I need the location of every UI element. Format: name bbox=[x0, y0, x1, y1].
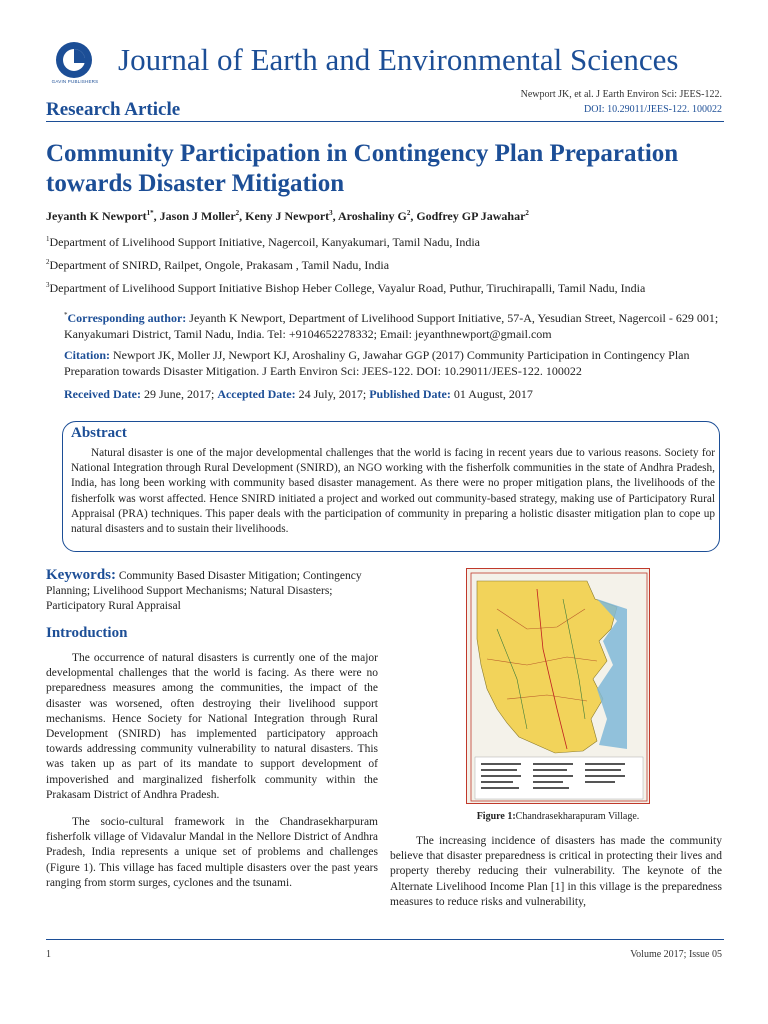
article-dates bbox=[64, 386, 724, 402]
affiliation-text: Department of SNIRD, Railpet, Ongole, Prakasam , Tamil Nadu, India bbox=[49, 258, 390, 272]
affiliation-marker: 2 bbox=[46, 258, 50, 266]
abstract-heading: Abstract bbox=[71, 425, 127, 441]
citation-label: Citation: bbox=[64, 348, 110, 362]
doi[interactable]: DOI: 10.29011/JEES-122. 100022 bbox=[584, 104, 722, 115]
accepted-label: Accepted Date: bbox=[217, 387, 296, 401]
affiliation-2 bbox=[46, 258, 389, 273]
keywords-text: Community Based Disaster Mitigation; Contingency Planning; Livelihood Support Mechanisms; Natural Disasters; Participatory Rural Appraisal bbox=[46, 570, 362, 612]
citation-text: Newport JK, Moller JJ, Newport KJ, Aroshaliny G, Jawahar GGP (2017) Community Participation in Contingency Plan Preparation towards Disaster Mitigation. J Earth Environ Sci: JEES-122. DOI: 10.29011/JEES-122. 100022 bbox=[64, 348, 690, 378]
author-affiliation-marker: 3 bbox=[329, 209, 333, 217]
introduction-paragraph-2: The socio-cultural framework in the Chandrasekharpuram fisherfolk village of Vidavalur Mandal in the Nellore District of Andhra Pradesh, India represents a unique set of problems and challenges (Figure 1). This village has faced multiple disasters over the past years ranging from storm surges, cyclones and the tsunami. bbox=[46, 816, 378, 889]
header-rule bbox=[46, 121, 724, 122]
received-label: Received Date: bbox=[64, 387, 141, 401]
figure-caption-text: Chandrasekharapuram Village. bbox=[515, 811, 640, 822]
keywords-label: Keywords: bbox=[46, 567, 116, 583]
author-affiliation-marker: 2 bbox=[235, 209, 240, 217]
keywords bbox=[46, 568, 378, 614]
figure-1-map bbox=[466, 568, 650, 804]
published-label: Published Date: bbox=[369, 387, 451, 401]
author-list: Jeyanth K Newport$^{1*}$, Jason J Moller$^2$, Keny J Newport$^3$, Aroshaliny $G^2$, Godfrey GP Jawahar$^2$ bbox=[46, 209, 529, 223]
author-affiliation-marker: 2 bbox=[406, 209, 411, 217]
affiliation-text: Department of Livelihood Support Initiative Bishop Heber College, Vayalur Road, Puthur, Tiruchirapalli, Tamil Nadu, India bbox=[49, 281, 646, 295]
received-date: 29 June, 2017; bbox=[143, 387, 215, 401]
abstract-text: Natural disaster is one of the major developmental challenges that the world is facing in recent years due to various reasons. Society for National Integration through Rural Development (SNIRD), an NGO working with the fisherfolk communities in the state of Andhra Pradesh, India, has long been working with community based disaster management. As there were no proper mitigation plans, the livelihoods of the fisherfolk was worst affected. Hence SNIRD initiated a project and worked out community-based strategy, making use of Participatory Rural Appraisal (PRA) techniques. This paper deals with the participation of community in preparing a holistic disaster mitigation plan to cope up natural disasters and to sustain their livelihoods. bbox=[71, 447, 715, 536]
affiliation-marker: 3 bbox=[46, 281, 50, 289]
author-affiliation-marker: 2 bbox=[525, 209, 529, 217]
affiliation-marker: 1 bbox=[46, 235, 50, 243]
affiliation-text: Department of Livelihood Support Initiative, Nagercoil, Kanyakumari, Tamil Nadu, India bbox=[49, 235, 480, 249]
author-affiliation-marker: 1* bbox=[146, 209, 154, 217]
corresponding-marker: * bbox=[64, 311, 68, 319]
corresponding-text: Jeyanth K Newport, Department of Livelihood Support Initiative, 57-A, Yesudian Street, Nagercoil - 629 001; Kanyakumari District, Tamil Nadu, India. Tel: +9104652278332; Email: jeyanthnewport@gmail.com bbox=[64, 311, 719, 341]
introduction-heading: Introduction bbox=[46, 625, 128, 641]
author-name: Keny J Newport bbox=[245, 209, 330, 223]
article-title: Community Participation in Contingency Plan Preparation towards Disaster Mitigation bbox=[46, 140, 679, 197]
introduction-paragraph-1: The occurrence of natural disasters is currently one of the major developmental challenges that the world is facing. As there were no preparedness measures among the communities, the impact of the disaster was worsened, often destroying their livelihood support mechanisms. Hence Society for National Integration through Rural Development (SNIRD) has implemented participatory approach towards addressing community vulnerability to natural disasters. This was taken up as part of its mandate to support development of impoverished and marginalized fisherfolk community within the Prakasam District of Andhra Pradesh. bbox=[46, 652, 378, 801]
author-name: Godfrey GP Jawahar bbox=[416, 209, 526, 223]
short-citation: Newport JK, et al. J Earth Environ Sci: JEES-122. bbox=[520, 89, 722, 100]
journal-title: Journal of Earth and Environmental Sciences bbox=[118, 42, 679, 77]
author-name: Aroshaliny G bbox=[338, 209, 407, 223]
corresponding-label: Corresponding author: bbox=[67, 311, 187, 325]
author-name: Jason J Moller bbox=[159, 209, 236, 223]
figure-label: Figure 1: bbox=[476, 811, 516, 822]
accepted-date: 24 July, 2017; bbox=[298, 387, 367, 401]
page-number: 1 bbox=[46, 949, 51, 960]
publisher-name: GAVIN PUBLISHERS bbox=[51, 79, 99, 84]
map-image bbox=[467, 569, 650, 804]
affiliation-3 bbox=[46, 281, 645, 296]
footer-rule bbox=[46, 939, 724, 940]
volume-issue: Volume 2017; Issue 05 bbox=[630, 949, 722, 960]
article-type: Research Article bbox=[46, 99, 181, 120]
affiliation-1 bbox=[46, 235, 480, 250]
citation bbox=[64, 347, 724, 379]
published-date: 01 August, 2017 bbox=[453, 387, 533, 401]
figure-caption bbox=[466, 811, 650, 822]
introduction-paragraph-3: The increasing incidence of disasters has made the community believe that disaster preparedness is critical in protecting their lives and property thereby reducing their vulnerability. The keynote of the Alternate Livelihood Income Plan [1] in this village is the preparedness measures to reduce risks and vulnerability, bbox=[390, 835, 722, 908]
author-name: Jeyanth K Newport bbox=[46, 209, 147, 223]
corresponding-author bbox=[64, 307, 724, 342]
